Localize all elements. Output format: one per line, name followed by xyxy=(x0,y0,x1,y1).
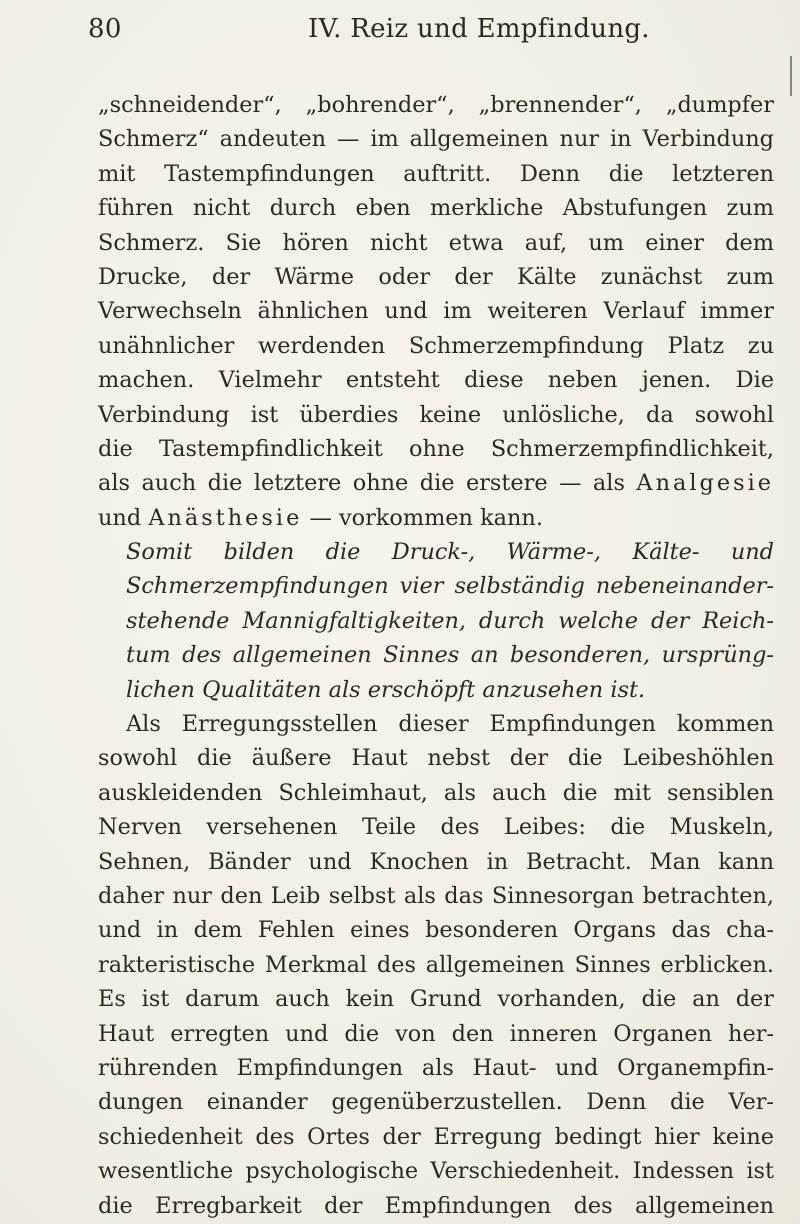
text-fragment: als auch die letztere ohne die erstere — als xyxy=(98,470,625,497)
body-text xyxy=(98,88,774,1223)
text-line: dungen einander gegenüberzustellen. Denn die Ver- xyxy=(98,1089,774,1116)
text-line: führen nicht durch eben merkliche Abstufungen zum xyxy=(98,195,774,222)
emphasized-term: Analgesie xyxy=(636,470,774,497)
text-line xyxy=(98,501,774,535)
text-line: schiedenheit des Ortes der Erregung bedingt hier keine xyxy=(98,1123,774,1150)
italic-line: lichen Qualitäten als erschöpft anzusehen ist. xyxy=(126,676,646,703)
running-head: IV. Reiz und Empfindung. xyxy=(308,14,650,44)
text-line: auskleidenden Schleimhaut, als auch die mit sensiblen xyxy=(98,779,774,806)
text-line: Schmerz. Sie hören nicht etwa auf, um einer dem xyxy=(98,229,774,256)
text-line: Sehnen, Bänder und Knochen in Betracht. Man kann xyxy=(98,848,774,875)
text-line: Als Erregungsstellen dieser Empfindungen kommen xyxy=(126,711,774,738)
page-header xyxy=(88,14,772,54)
text-line: wesentliche psychologische Verschiedenheit. Indessen ist xyxy=(98,1158,774,1185)
text-line xyxy=(98,466,774,500)
text-line: Verwechseln ähnlichen und im weiteren Verlauf immer xyxy=(98,298,774,325)
text-line: Verbindung ist überdies keine unlösliche, da sowohl xyxy=(98,401,774,428)
text-line: mit Tastempfindungen auftritt. Denn die letzteren xyxy=(98,160,774,187)
page-number: 80 xyxy=(88,14,122,44)
italic-line: stehende Mannigfaltigkeiten, durch welche der Reich- xyxy=(126,607,774,634)
italic-line: tum des allgemeinen Sinnes an besonderen, ursprüng- xyxy=(126,642,774,669)
text-line: machen. Vielmehr entsteht diese neben jenen. Die xyxy=(98,367,774,394)
text-line: Es ist darum auch kein Grund vorhanden, die an der xyxy=(98,986,774,1013)
italic-line: Schmerzempfindungen vier selbständig nebeneinander- xyxy=(126,573,774,600)
text-line: sowohl die äußere Haut nebst der die Leibeshöhlen xyxy=(98,745,774,772)
text-line: die Tastempfindlichkeit ohne Schmerzempfindlichkeit, xyxy=(98,435,774,462)
text-line: daher nur den Leib selbst als das Sinnesorgan betrachten, xyxy=(98,882,774,909)
text-line: „schneidender“, „bohrender“, „brennender“, „dumpfer xyxy=(98,92,774,118)
text-line: Schmerz“ andeuten — im allgemeinen nur in Verbindung xyxy=(98,126,774,153)
text-fragment: — vorkommen kann. xyxy=(309,504,543,531)
text-line: rakteristische Merkmal des allgemeinen Sinnes erblicken. xyxy=(98,951,774,978)
text-line: Drucke, der Wärme oder der Kälte zunächst zum xyxy=(98,263,774,290)
emphasized-term: Anästhesie xyxy=(148,504,303,531)
text-line: die Erregbarkeit der Empfindungen des allgemeinen xyxy=(98,1192,774,1219)
page-edge-mark xyxy=(790,56,792,96)
text-line: rührenden Empfindungen als Haut- und Organempfin- xyxy=(98,1054,774,1081)
text-fragment: und xyxy=(98,504,142,531)
text-line: Nerven versehenen Teile des Leibes: die Muskeln, xyxy=(98,814,774,841)
italic-line: Somit bilden die Druck-, Wärme-, Kälte- und xyxy=(126,539,774,566)
text-line: und in dem Fehlen eines besonderen Organs das cha- xyxy=(98,917,774,944)
text-line: Haut erregten und die von den inneren Organen her- xyxy=(98,1020,774,1047)
text-line: unähnlicher werdenden Schmerzempfindung Platz zu xyxy=(98,332,774,359)
